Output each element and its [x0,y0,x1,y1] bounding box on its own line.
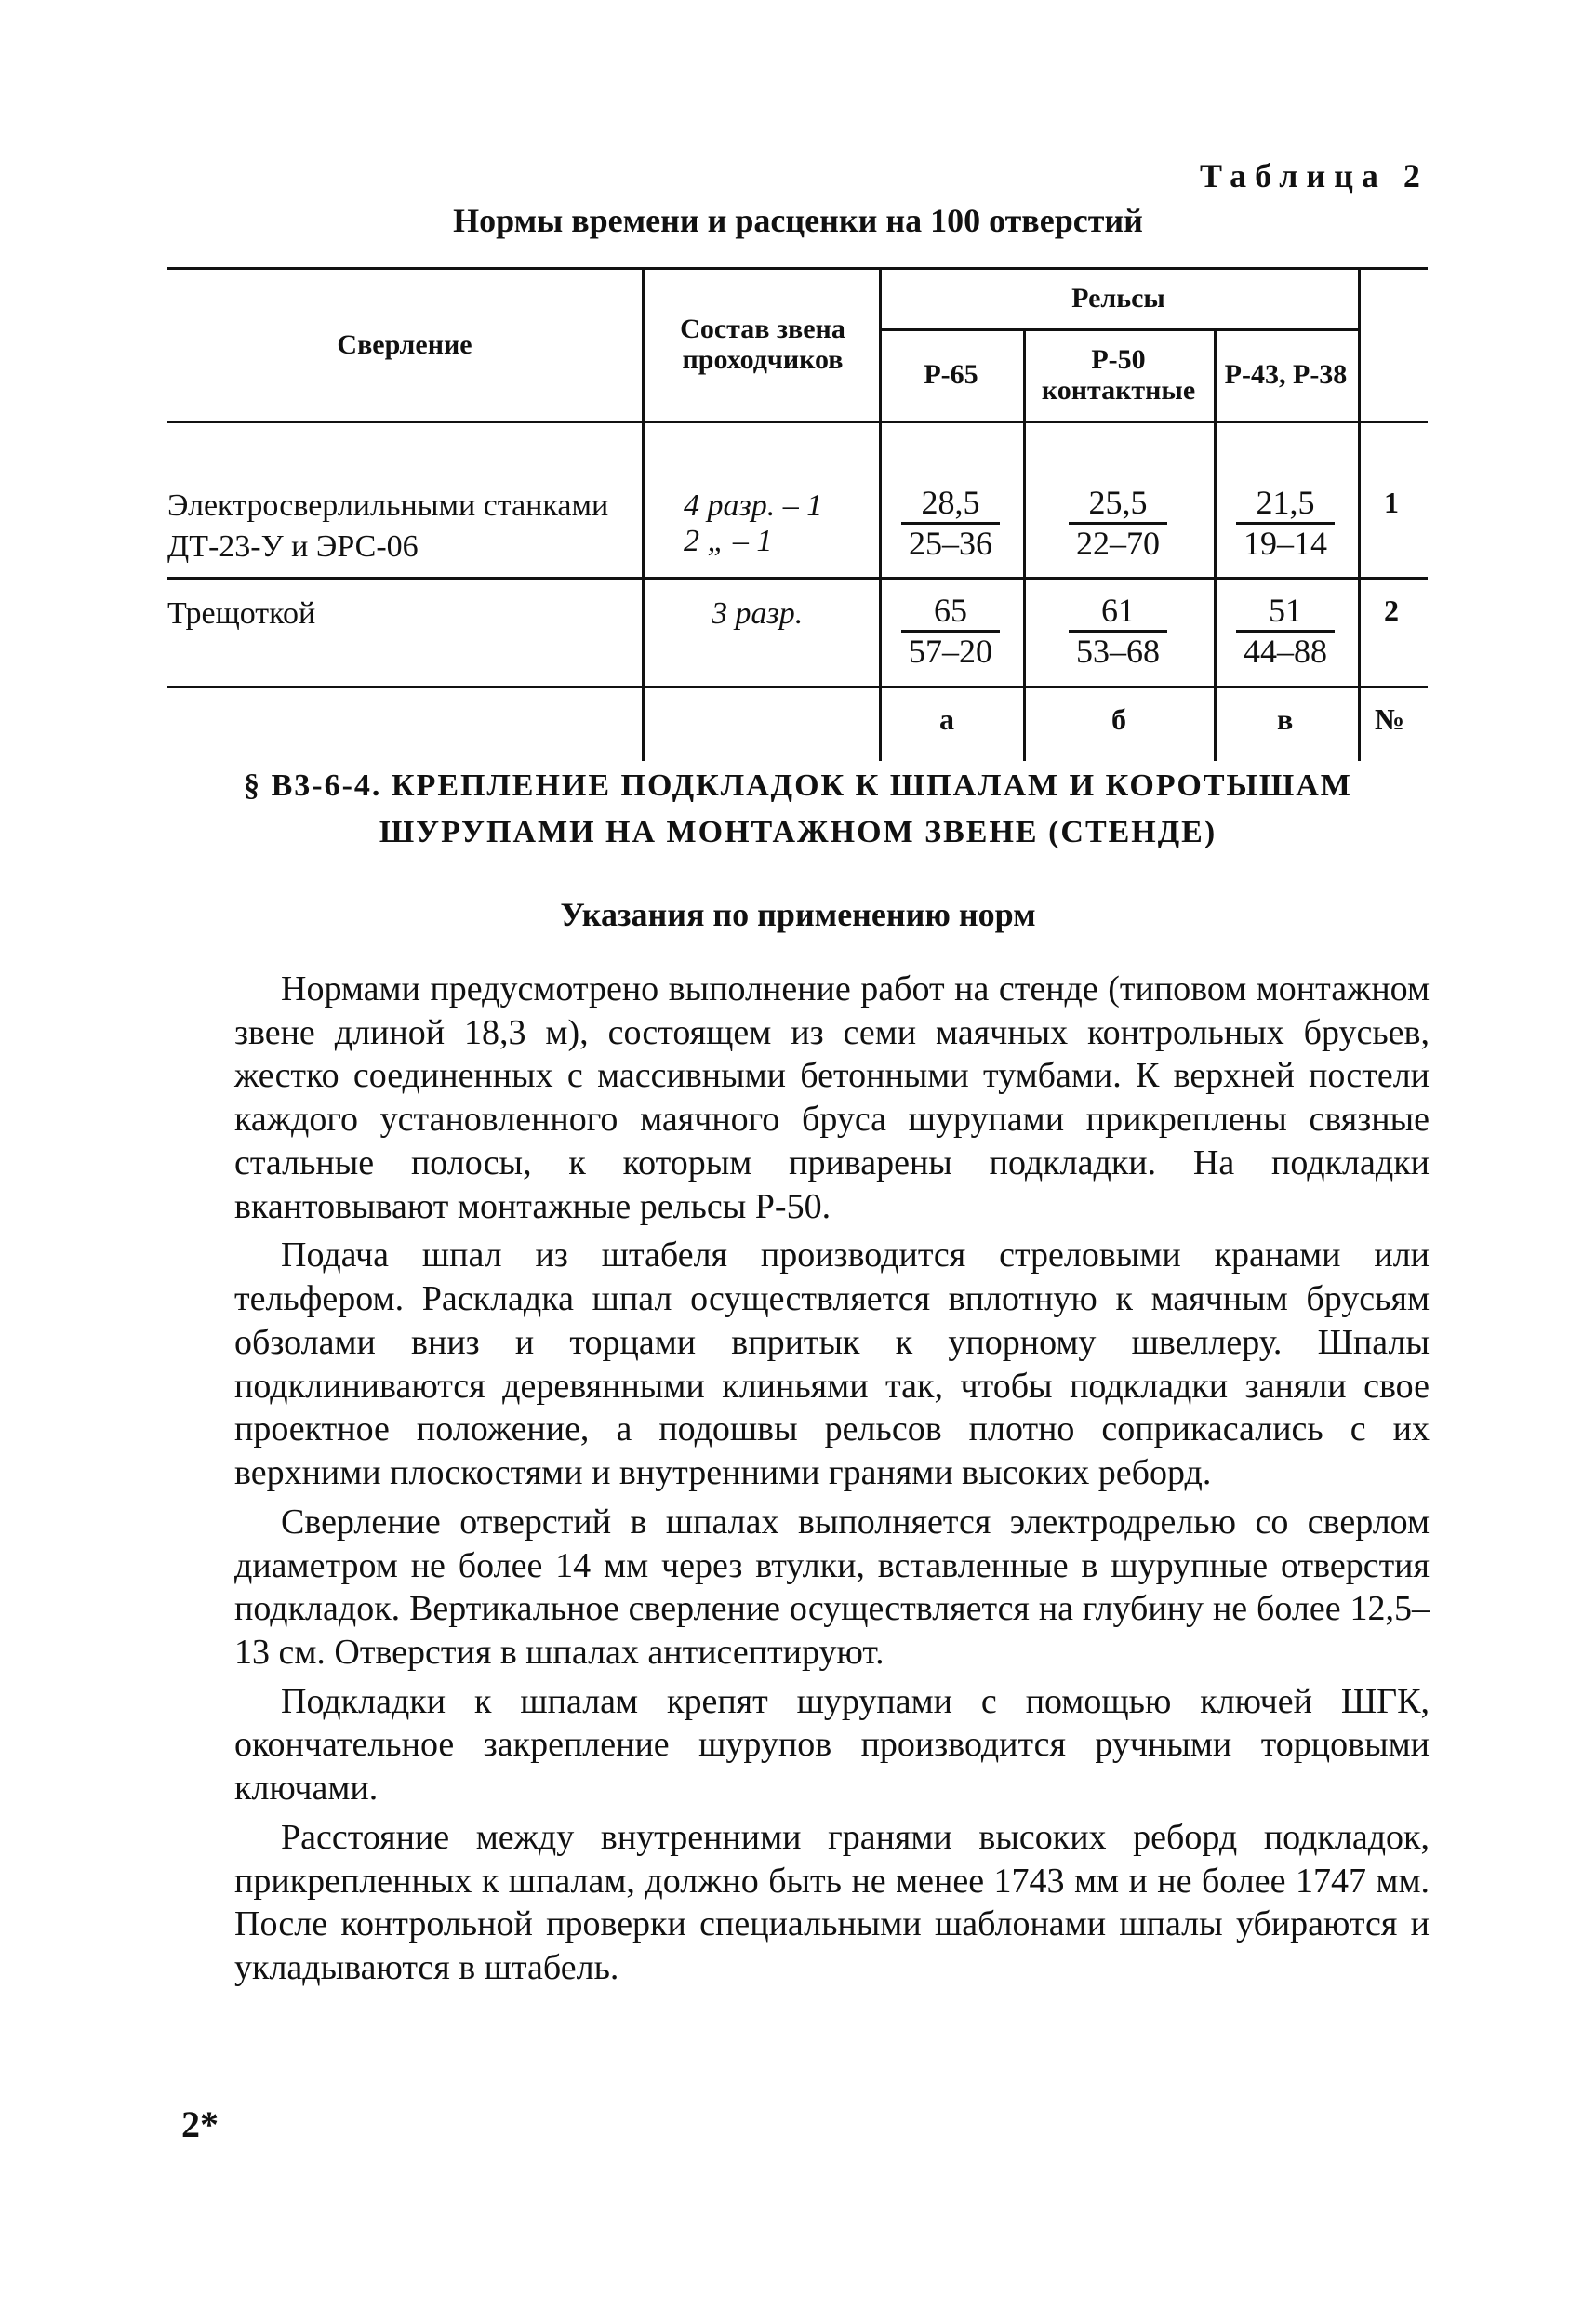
section-heading-line2: ШУРУПАМИ НА МОНТАЖНОМ ЗВЕНЕ (СТЕНДЕ) [379,815,1217,849]
col-divider-3 [1023,328,1026,761]
row2-r43-rate: 44–88 [1236,630,1335,671]
row2-r50-rate: 53–68 [1069,630,1167,671]
row2-r50-time: 61 [1101,592,1135,629]
row1-crew-line1: 4 разр. – 1 [684,488,823,523]
column-letter-a: а [939,702,954,736]
row1-r65-rate: 25–36 [901,522,1000,563]
header-crew: Состав звена проходчиков [680,314,845,375]
header-bottom-rule [167,421,1428,423]
row1-method: Электросверлильными станками ДТ-23-У и ЭРС-06 [167,488,609,565]
paragraph-1: Нормами предусмотрено выполнение работ на стенде (типовом монтажном звене длиной 18,3 м), состоящем из семи маячных контрольных брусьев, жестко соединенных с массивными бетонными тумбами. К верхней постели каждого установленного маячного бруса шурупами прикреплены связные стальные полосы, к которым приварены подкладки. На подкладки вкантовывают монтажные рельсы Р-50. [234,969,1430,1226]
paragraph-2: Подача шпал из штабеля производится стреловыми кранами или тельфером. Раскладка шпал осуществляется вплотную к маячным брусьям обзолами вниз и торцами впритык к упорному швеллеру. Шпалы подклиниваются деревянными клиньями так, чтобы подкладки заняли свое проектное положение, а подошвы рельсов плотно соприкасались с их верхними плоскостями и внутренними гранями высоких реборд. [234,1235,1430,1493]
row1-r65-time: 28,5 [921,484,980,521]
row2-number: 2 [1384,594,1399,627]
row2-r50-value [1048,592,1188,672]
row2-r65-rate: 57–20 [901,630,1000,671]
row1-r50-rate: 22–70 [1069,522,1167,563]
header-r65: Р-65 [924,359,978,390]
paragraph-5: Расстояние между внутренними гранями высоких реборд подкладок, прикрепленных к шпалам, должно быть не менее 1743 мм и не более 1747 мм. После контрольной проверки специальными шаблонами шпалы убираются и укладываются в штабель. [234,1817,1430,1988]
paragraph-4: Подкладки к шпалам крепят шурупами с помощью ключей ШГК, окончательное закрепление шурупов производится ручными торцовыми ключами. [234,1681,1430,1809]
row2-method: Трещоткой [167,596,316,631]
table-label: Таблица 2 [1200,157,1429,194]
body-text [234,968,1430,1996]
header-r50: Р-50 контактные [1041,343,1196,406]
row1-number: 1 [1384,486,1399,519]
row1-bottom-rule [167,577,1428,580]
row2-r65-time: 65 [934,592,967,629]
header-rails: Рельсы [1071,283,1165,314]
paragraph-3: Сверление отверстий в шпалах выполняется электродрелью со сверлом диаметром не более 14 мм через втулки, вставленные в шурупные отверстия подкладок. Вертикальное сверление осуществляется на глубину не более 12,5–13 см. Отверстия в шпалах антисептируют. [234,1502,1430,1673]
col-divider-5 [1358,268,1361,761]
column-letter-number: № [1375,702,1405,736]
row1-r43-time: 21,5 [1256,484,1315,521]
row1-crew-line2: 2 „ – 1 [684,524,773,558]
row2-crew-line1: 3 разр. [712,596,804,631]
row1-r65-value [881,484,1020,564]
column-letter-b: б [1111,702,1126,736]
row1-r43-rate: 19–14 [1236,522,1335,563]
row2-r43-time: 51 [1269,592,1302,629]
table-title: Нормы времени и расценки на 100 отверстий [453,202,1143,239]
row2-r43-value [1216,592,1355,672]
col-divider-1 [642,268,645,761]
section-heading-line1: § В3-6-4. КРЕПЛЕНИЕ ПОДКЛАДОК К ШПАЛАМ И КОРОТЫШАМ [244,768,1352,803]
row1-r50-time: 25,5 [1088,484,1148,521]
row2-bottom-rule [167,686,1428,688]
header-r43: Р-43, Р-38 [1224,359,1348,390]
page-number: 2* [181,2103,219,2145]
header-drilling: Сверление [337,328,472,360]
column-letter-v: в [1277,702,1294,736]
row1-r43-value [1216,484,1355,564]
row1-r50-value [1048,484,1188,564]
row2-r65-value [881,592,1020,672]
instructions-subheading: Указания по применению норм [560,896,1036,933]
